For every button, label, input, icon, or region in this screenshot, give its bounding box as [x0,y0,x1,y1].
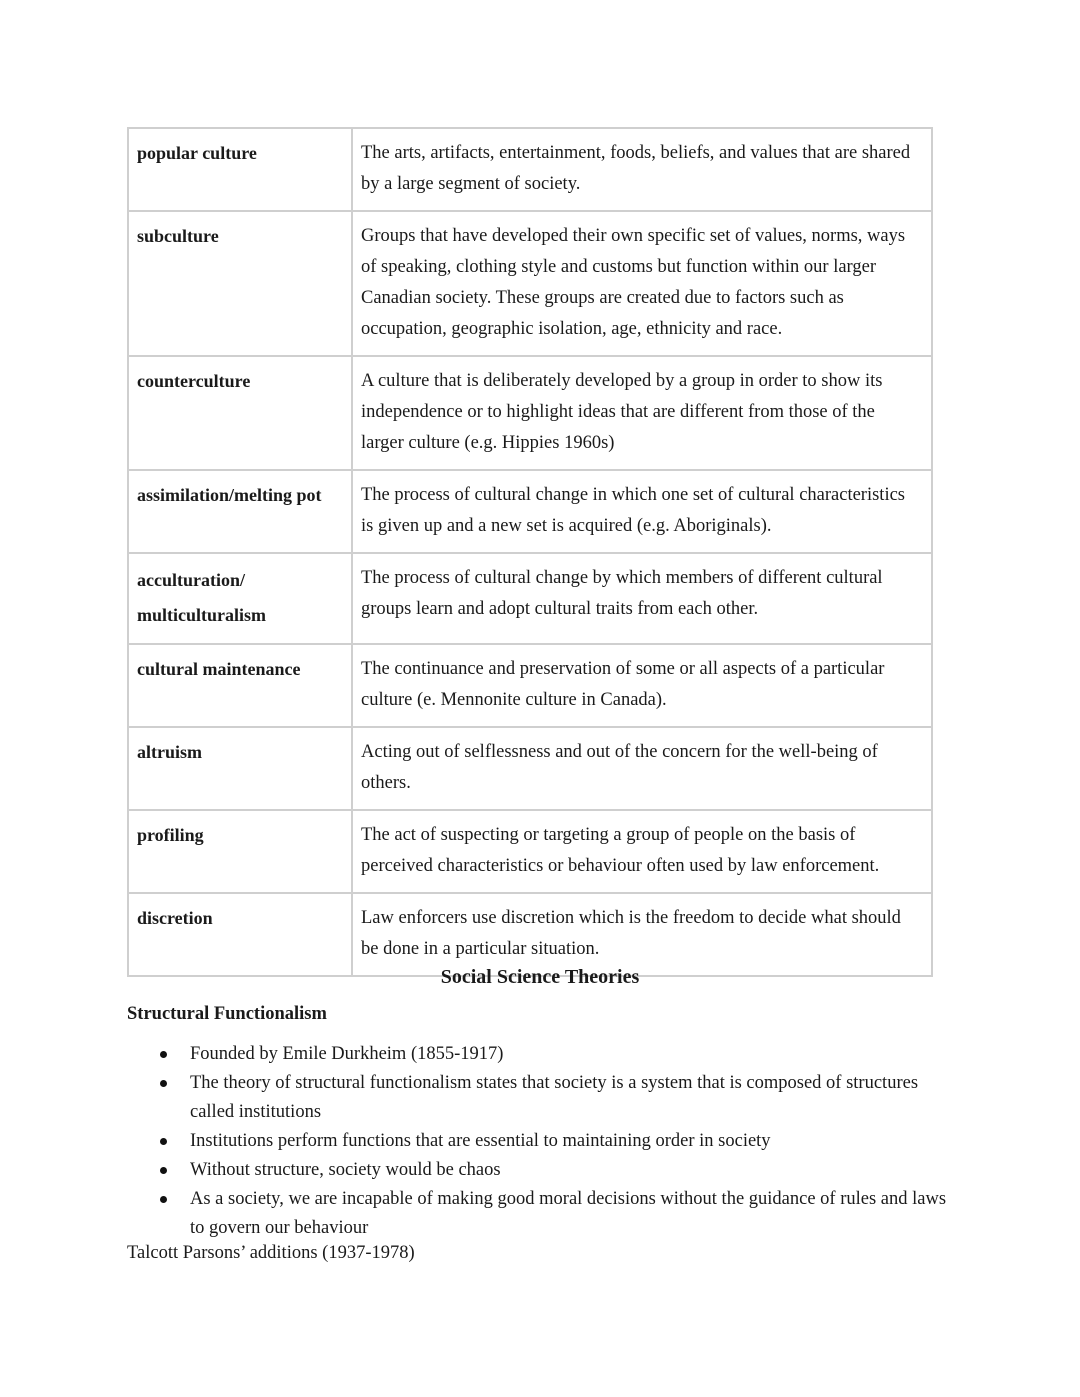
term-cell: popular culture [128,128,352,211]
definition-cell: The process of cultural change in which one set of cultural characteristics is given up and a new set is acquired (e.g. Aboriginals). [352,470,932,553]
definition-cell: The continuance and preservation of some or all aspects of a particular culture (e. Mennonite culture in Canada). [352,644,932,727]
table-row [128,810,932,893]
table-row [128,128,932,211]
list-item: The theory of structural functionalism states that society is a system that is composed of structures called institutions [190,1069,960,1127]
section-title: Social Science Theories [440,966,640,988]
table-row [128,553,932,644]
list-item: Founded by Emile Durkheim (1855-1917) [190,1040,960,1069]
definition-cell: Groups that have developed their own specific set of values, norms, ways of speaking, clothing style and customs but function within our larger Canadian society. These groups are created due to factors such as occupation, geographic isolation, age, ethnicity and race. [352,211,932,356]
definition-cell: The process of cultural change by which members of different cultural groups learn and adopt cultural traits from each other. [352,553,932,644]
term-cell: subculture [128,211,352,356]
list-item: As a society, we are incapable of making good moral decisions without the guidance of rules and laws to govern our behaviour [190,1185,960,1243]
definition-cell: Acting out of selflessness and out of the concern for the well-being of others. [352,727,932,810]
term-cell: discretion [128,893,352,976]
table-row [128,727,932,810]
definition-cell: The act of suspecting or targeting a group of people on the basis of perceived characteristics or behaviour often used by law enforcement. [352,810,932,893]
term-cell: altruism [128,727,352,810]
table-row [128,356,932,470]
table-row [128,211,932,356]
theory-bullet-list [190,1040,960,1243]
table-row [128,644,932,727]
table-row [128,470,932,553]
term-cell [128,553,352,644]
definition-cell: Law enforcers use discretion which is the freedom to decide what should be done in a particular situation. [352,893,932,976]
term-cell: counterculture [128,356,352,470]
glossary-table [127,127,933,977]
list-item: Without structure, society would be chaos [190,1156,960,1185]
list-item: Institutions perform functions that are essential to maintaining order in society [190,1127,960,1156]
term-cell: assimilation/melting pot [128,470,352,553]
term-text: acculturation/ multiculturalism [137,570,266,625]
term-cell: cultural maintenance [128,644,352,727]
table-row [128,893,932,976]
subheading-parsons: Talcott Parsons’ additions (1937-1978) [127,1243,415,1263]
definition-cell: The arts, artifacts, entertainment, foods, beliefs, and values that are shared by a large segment of society. [352,128,932,211]
theory-heading: Structural Functionalism [127,1004,327,1024]
definition-cell: A culture that is deliberately developed by a group in order to show its independence or to highlight ideas that are different from those of the larger culture (e.g. Hippies 1960s) [352,356,932,470]
term-cell: profiling [128,810,352,893]
